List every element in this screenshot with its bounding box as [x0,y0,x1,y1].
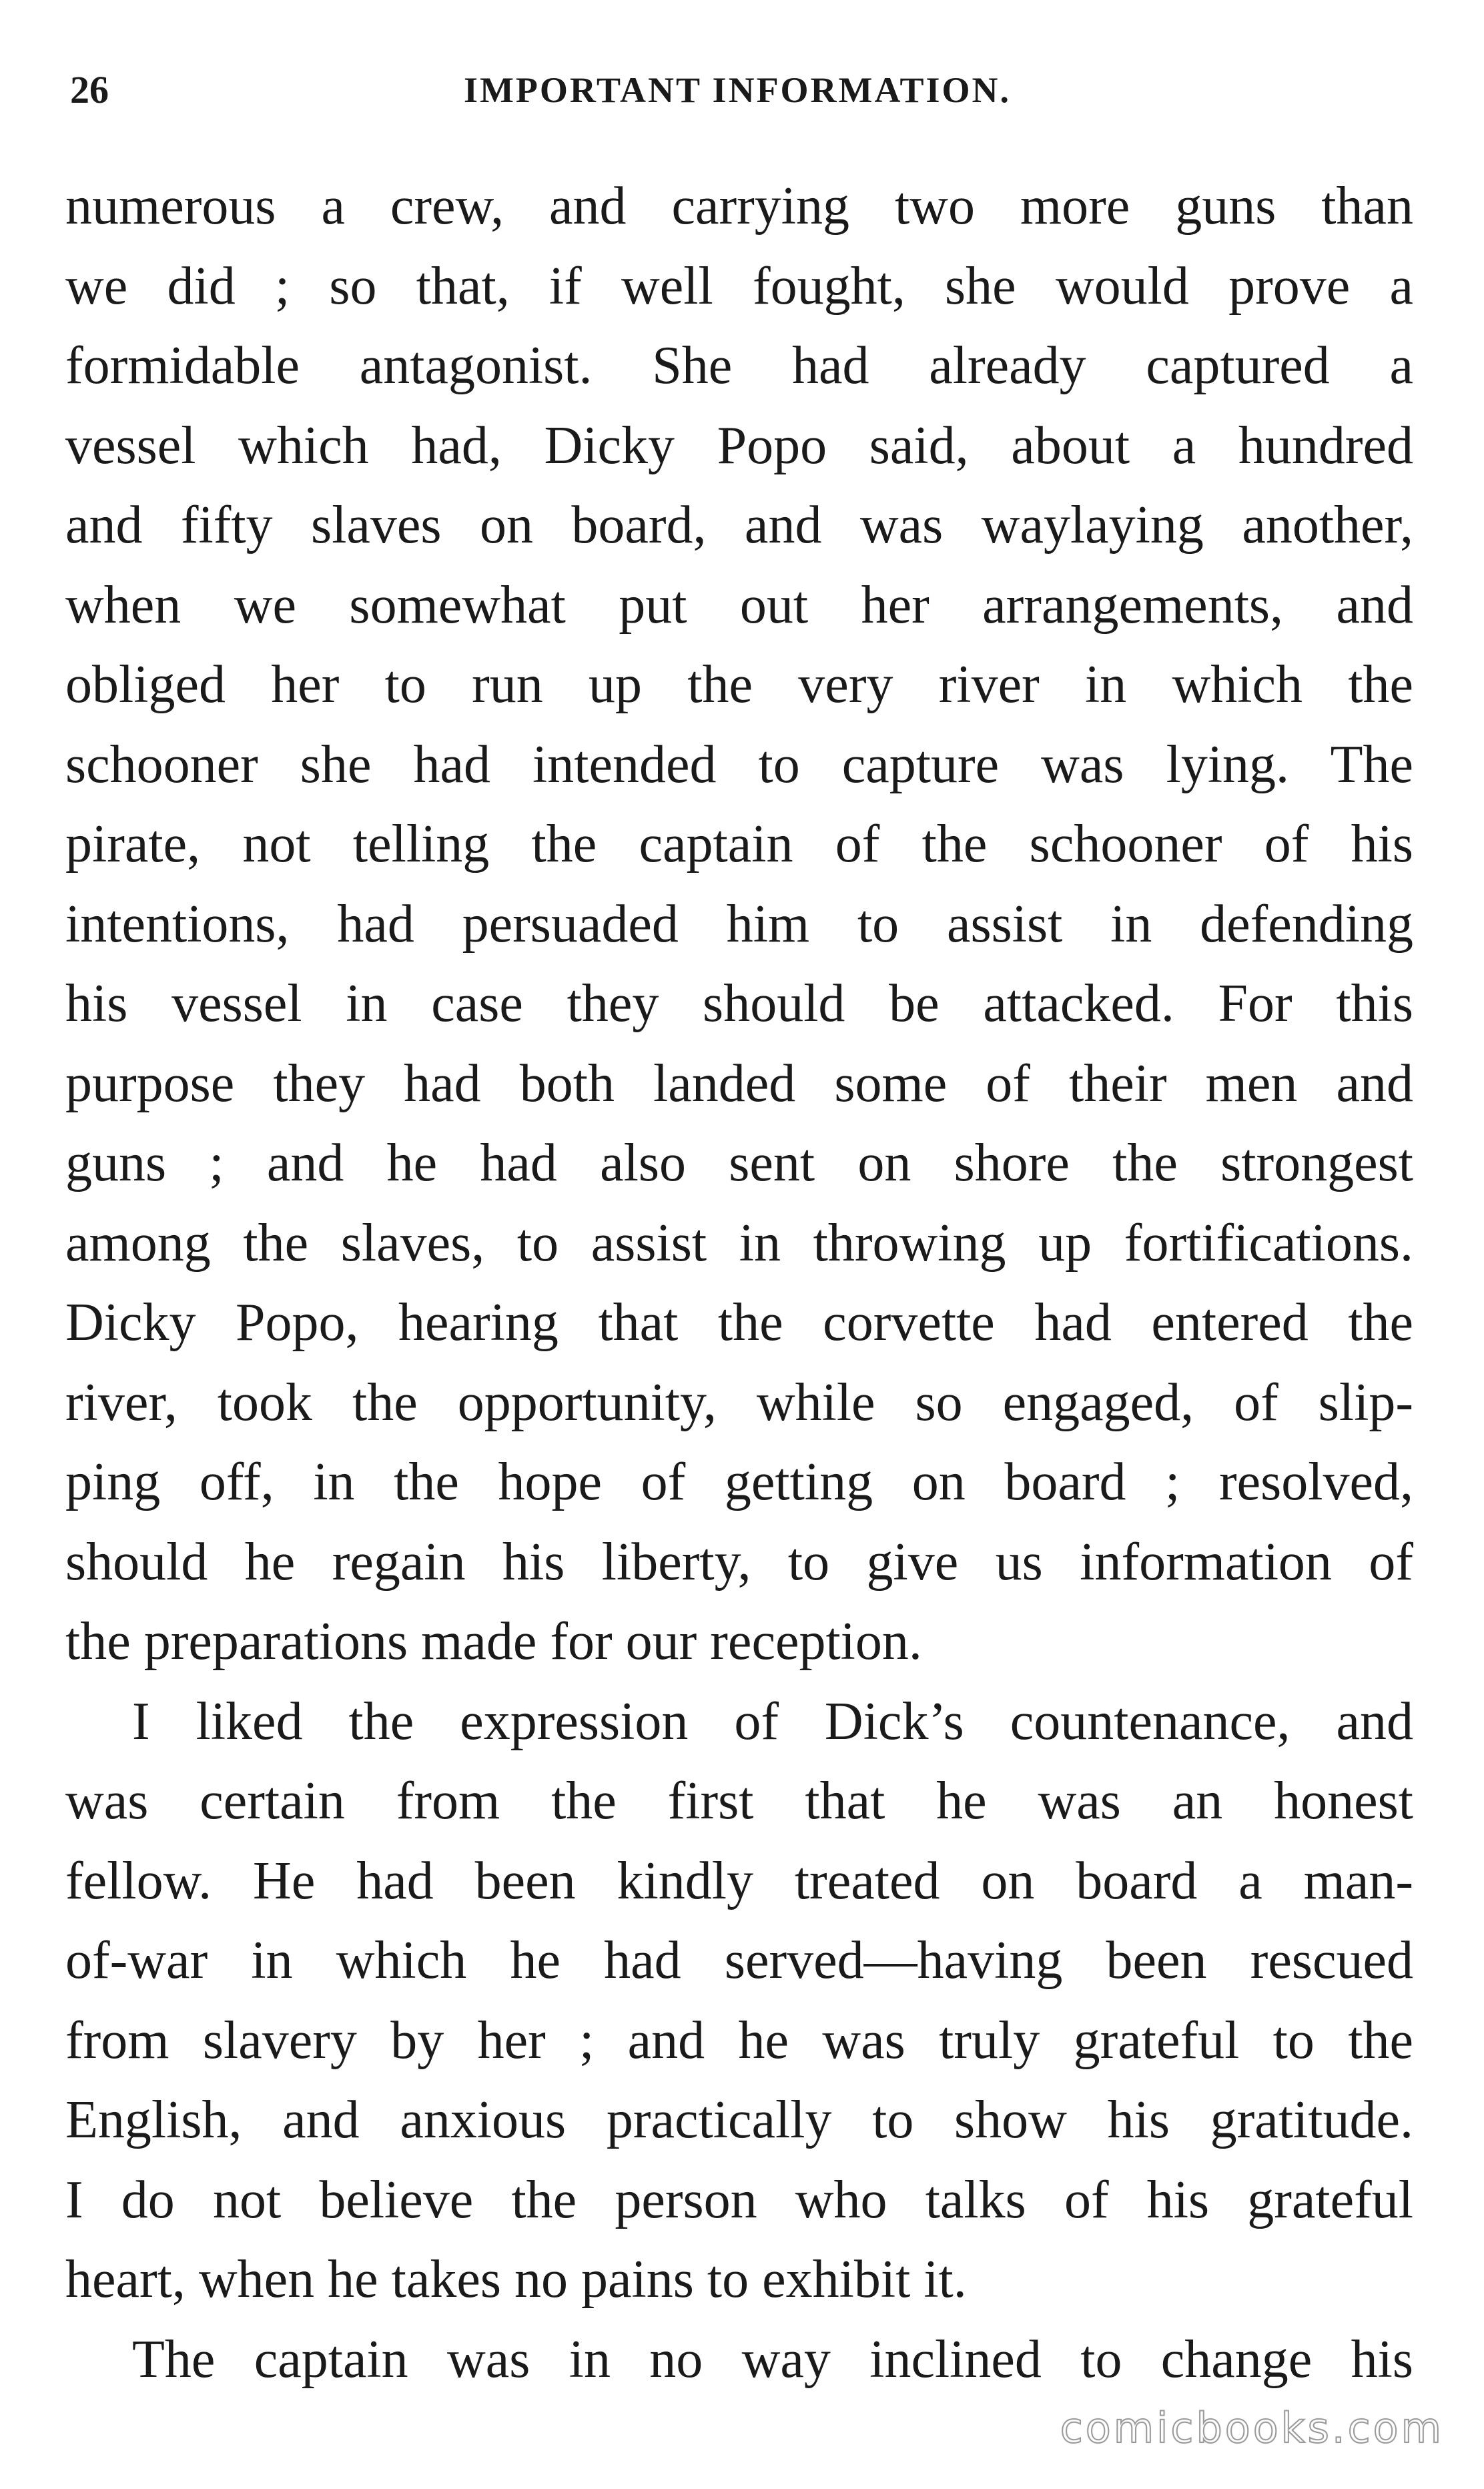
text-line: among the slaves, to assist in throwing up fortifications. [65,1213,1413,1273]
text-line: heart, when he takes no pains to exhibit it. [65,2250,967,2309]
text-line: we did ; so that, if well fought, she would prove a [65,256,1413,316]
text-line: formidable antagonist. She had already captured a [65,336,1413,395]
text-line: purpose they had both landed some of their men and [65,1054,1413,1113]
running-head: IMPORTANT INFORMATION. [463,70,1012,110]
page-header [70,63,1405,117]
text-line: vessel which had, Dicky Popo said, about a hundred [65,416,1413,475]
body-text [65,167,1413,2400]
page-number: 26 [70,68,109,111]
text-line: fellow. He had been kindly treated on board a man- [65,1851,1413,1910]
text-line: his vessel in case they should be attacked. For this [65,974,1413,1033]
watermark: comicbooks.com [1060,2404,1444,2452]
text-line: pirate, not telling the captain of the schooner of his [65,815,1413,873]
text-line: of-war in which he had served—having been rescued [65,1931,1413,1990]
text-line: should he regain his liberty, to give us information of [65,1532,1413,1591]
text-line: guns ; and he had also sent on shore the strongest [65,1134,1413,1192]
text-line: was certain from the first that he was an honest [65,1772,1413,1830]
text-line: obliged her to run up the very river in which the [65,655,1413,714]
text-line: the preparations made for our reception. [65,1612,922,1671]
text-line: schooner she had intended to capture was lying. The [65,735,1413,794]
text-line: from slavery by her ; and he was truly grateful to the [65,2011,1413,2070]
text-line: intentions, had persuaded him to assist in defending [65,894,1413,954]
text-line: river, took the opportunity, while so engaged, of slip- [65,1373,1413,1432]
text-line: The captain was in no way inclined to change his [132,2330,1413,2389]
text-line: Dicky Popo, hearing that the corvette had entered the [65,1293,1413,1352]
paragraph [65,1682,1413,2320]
text-line: when we somewhat put out her arrangements, and [65,575,1413,635]
text-line: English, and anxious practically to show his gratitude. [65,2091,1413,2149]
paragraph [65,167,1413,1682]
text-line: and fifty slaves on board, and was waylaying another, [65,496,1413,555]
text-line: ping off, in the hope of getting on board ; resolved, [65,1453,1413,1511]
paragraph [65,2320,1413,2400]
text-line: I liked the expression of Dick’s countenance, and [132,1692,1413,1751]
text-line: numerous a crew, and carrying two more guns than [65,177,1413,236]
text-line: I do not believe the person who talks of his grateful [65,2170,1413,2229]
